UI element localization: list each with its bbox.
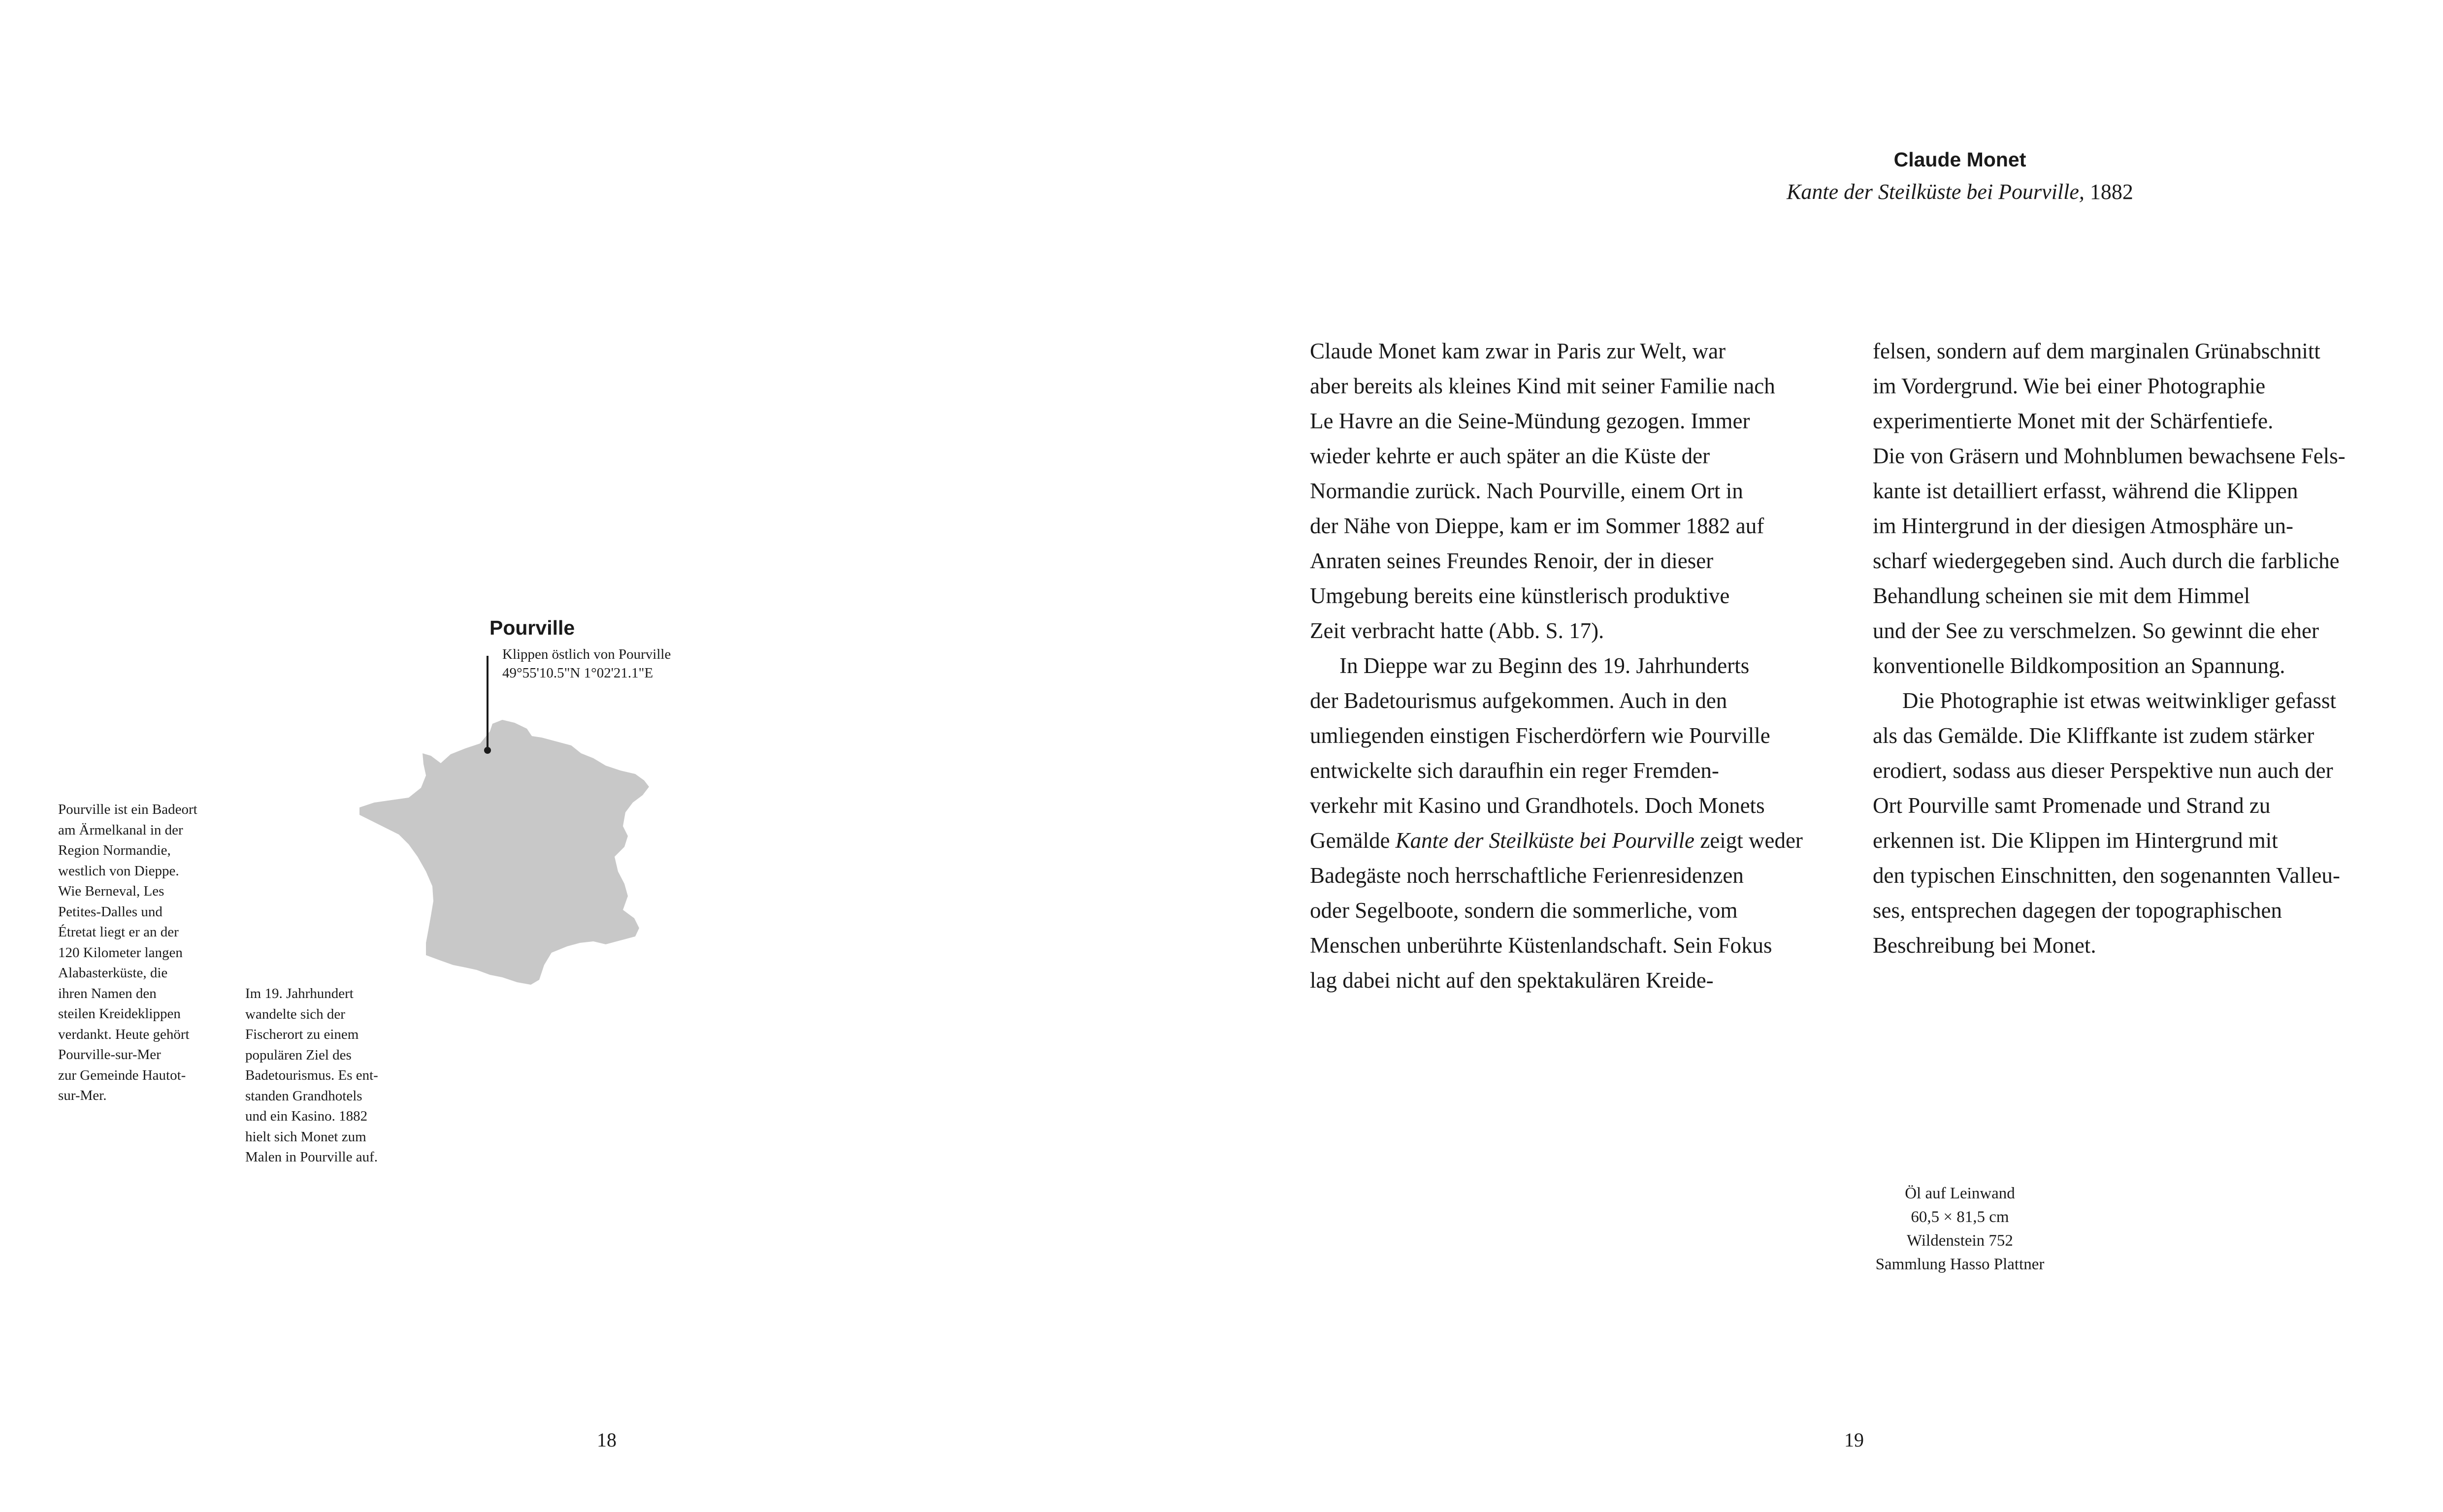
body-column-1 <box>1310 334 1803 998</box>
body-line: Normandie zurück. Nach Pourville, einem Ort in <box>1310 479 1743 503</box>
side-note-line: Fischerort zu einem <box>245 1027 359 1042</box>
body-line: Menschen unberührte Küstenlandschaft. Sein Fokus <box>1310 933 1772 958</box>
map-caption-line: Klippen östlich von Pourville <box>502 646 671 662</box>
side-note-line: Wie Berneval, Les <box>58 883 164 899</box>
map-caption-coordinates: 49°55'10.5"N 1°02'21.1"E <box>502 665 653 681</box>
body-line: der Badetourismus aufgekommen. Auch in den <box>1310 688 1727 713</box>
side-note-line: Alabasterküste, die <box>58 965 168 981</box>
body-line: felsen, sondern auf dem marginalen Grünabschnitt <box>1873 339 2320 363</box>
body-line-title: Kante der Steilküste bei Pourville <box>1395 828 1695 853</box>
body-line: Umgebung bereits eine künstlerisch produktive <box>1310 583 1730 608</box>
map-title: Pourville <box>489 616 575 639</box>
spec-catalogue: Wildenstein 752 <box>1907 1232 2013 1250</box>
body-line: und der See zu verschmelzen. So gewinnt die eher <box>1873 618 2319 643</box>
body-line: oder Segelboote, sondern die sommerliche, vom <box>1310 898 1738 923</box>
map-marker-dot <box>484 747 491 754</box>
side-note-line: Im 19. Jahrhundert <box>245 986 354 1001</box>
body-line: Die Photographie ist etwas weitwinkliger gefasst <box>1902 688 2337 713</box>
side-note-line: westlich von Dieppe. <box>58 863 179 879</box>
work-title <box>1534 178 2386 206</box>
body-line: kante ist detailliert erfasst, während die Klippen <box>1873 479 2298 503</box>
body-line: den typischen Einschnitten, den sogenannten Valleu- <box>1873 863 2340 888</box>
spec-collection: Sammlung Hasso Plattner <box>1875 1255 2045 1273</box>
body-line: Zeit verbracht hatte (Abb. S. 17). <box>1310 618 1604 643</box>
body-line: erodiert, sodass aus dieser Perspektive nun auch der <box>1873 758 2333 783</box>
body-line-pre: Gemälde <box>1310 828 1396 853</box>
body-line: experimentierte Monet mit der Schärfentiefe. <box>1873 409 2274 433</box>
body-line: als das Gemälde. Die Kliffkante ist zudem stärker <box>1873 723 2314 748</box>
side-note-line: 120 Kilometer langen <box>58 944 183 961</box>
side-note-line: verdankt. Heute gehört <box>58 1026 190 1042</box>
side-note-line: steilen Kreideklippen <box>58 1006 181 1022</box>
body-line: In Dieppe war zu Beginn des 19. Jahrhunderts <box>1339 653 1750 678</box>
artwork-specs <box>1664 1182 2255 1276</box>
body-line: entwickelte sich daraufhin ein reger Fremden- <box>1310 758 1719 783</box>
body-line-post: zeigt weder <box>1694 828 1803 853</box>
body-line: im Hintergrund in der diesigen Atmosphäre un- <box>1873 514 2294 538</box>
side-note-pourville <box>58 800 197 1106</box>
side-note-line: Malen in Pourville auf. <box>245 1149 378 1165</box>
spec-medium: Öl auf Leinwand <box>1905 1185 2015 1202</box>
side-note-history <box>245 984 378 1168</box>
page-number-left: 18 <box>597 1429 617 1451</box>
work-title-italic: Kante der Steilküste bei Pourville, <box>1787 180 2085 204</box>
body-line: Badegäste noch herrschaftliche Ferienresidenzen <box>1310 863 1744 888</box>
body-line: ses, entsprechen dagegen der topographischen <box>1873 898 2282 923</box>
body-line: Beschreibung bei Monet. <box>1873 933 2096 958</box>
side-note-line: ihren Namen den <box>58 985 157 1001</box>
side-note-line: Petites-Dalles und <box>58 903 163 920</box>
work-year: 1882 <box>2089 180 2133 204</box>
body-line: aber bereits als kleines Kind mit seiner Familie nach <box>1310 374 1775 398</box>
page-number-right: 19 <box>1844 1429 1864 1451</box>
body-line: Anraten seines Freundes Renoir, der in dieser <box>1310 548 1714 573</box>
body-line: im Vordergrund. Wie bei einer Photographie <box>1873 374 2266 398</box>
body-line: der Nähe von Dieppe, kam er im Sommer 1882 auf <box>1310 514 1764 538</box>
body-line: erkennen ist. Die Klippen im Hintergrund mit <box>1873 828 2278 853</box>
side-note-line: zur Gemeinde Hautot- <box>58 1067 186 1083</box>
side-note-line: Pourville ist ein Badeort <box>58 802 197 817</box>
body-line-with-title <box>1310 823 1803 858</box>
side-note-line: Badetourismus. Es ent- <box>245 1067 378 1083</box>
body-line: verkehr mit Kasino und Grandhotels. Doch Monets <box>1310 793 1765 818</box>
body-line: umliegenden einstigen Fischerdörfern wie Pourville <box>1310 723 1770 748</box>
body-line: lag dabei nicht auf den spektakulären Kreide- <box>1310 968 1714 993</box>
france-map-shape <box>359 720 649 985</box>
side-note-line: hielt sich Monet zum <box>245 1128 366 1145</box>
map-caption <box>502 645 671 682</box>
body-line: Le Havre an die Seine-Mündung gezogen. Immer <box>1310 409 1750 433</box>
artist-name: Claude Monet <box>1893 148 2026 171</box>
side-note-line: und ein Kasino. 1882 <box>245 1108 368 1124</box>
side-note-line: Étretat liegt er an der <box>58 924 179 940</box>
body-line: Die von Gräsern und Mohnblumen bewachsene Fels- <box>1873 444 2345 468</box>
side-note-line: sur-Mer. <box>58 1088 107 1103</box>
side-note-line: am Ärmelkanal in der <box>58 822 183 838</box>
body-line: wieder kehrte er auch später an die Küste der <box>1310 444 1710 468</box>
body-line: Claude Monet kam zwar in Paris zur Welt, war <box>1310 339 1726 363</box>
spec-dimensions: 60,5 × 81,5 cm <box>1911 1208 2009 1226</box>
body-line: Ort Pourville samt Promenade und Strand zu <box>1873 793 2271 818</box>
body-column-2 <box>1873 334 2345 963</box>
france-map <box>345 709 660 1024</box>
side-note-line: Region Normandie, <box>58 842 171 858</box>
body-line: scharf wiedergegeben sind. Auch durch die farbliche <box>1873 548 2340 573</box>
side-note-line: Pourville-sur-Mer <box>58 1047 161 1062</box>
side-note-line: populären Ziel des <box>245 1047 352 1063</box>
body-line: konventionelle Bildkomposition an Spannung. <box>1873 653 2285 678</box>
side-note-line: wandelte sich der <box>245 1006 345 1022</box>
side-note-line: standen Grandhotels <box>245 1088 362 1104</box>
body-line: Behandlung scheinen sie mit dem Himmel <box>1873 583 2250 608</box>
